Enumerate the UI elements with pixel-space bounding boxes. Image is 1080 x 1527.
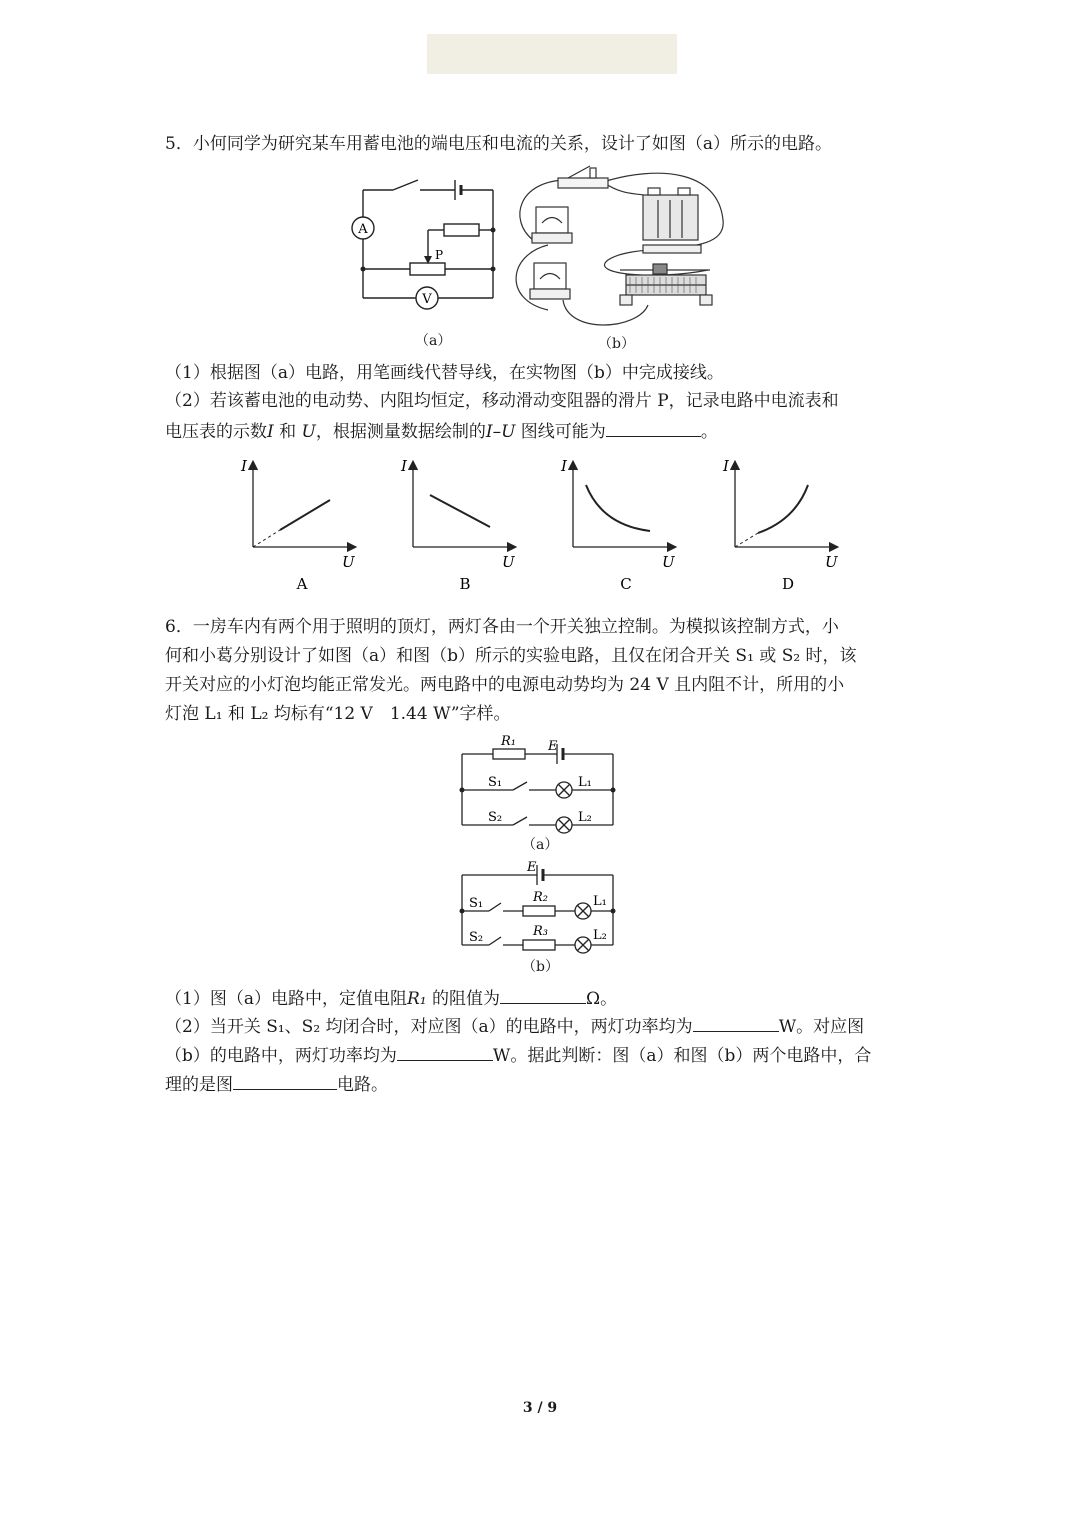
q6-part2-line3: 理的是图 电路。 (165, 1071, 925, 1097)
q5-answer-blank (606, 418, 701, 437)
graph-d-option: D (781, 575, 795, 593)
q6-line2: 何和小葛分别设计了如图（a）和图（b）所示的实验电路，且仅在闭合开关 S₁ 或 S₂ 时，该 (165, 646, 857, 666)
q5-part1: （1）根据图（a）电路，用笔画线代替导线，在实物图（b）中完成接线。 (165, 363, 724, 383)
graph-b-option: B (459, 575, 471, 593)
graph-c-y-label: I (561, 457, 567, 475)
q6-answer-blank-3 (397, 1042, 493, 1061)
s2-label-b: S₂ (469, 930, 484, 945)
graph-c (560, 457, 676, 593)
q6-answer-blank-2 (693, 1013, 779, 1032)
e-label-a: E (548, 739, 558, 754)
header-banner (427, 34, 677, 74)
slider-label: P (435, 248, 444, 262)
q5-apparatus-illustration (508, 160, 736, 335)
graph-a-x-label: U (342, 553, 355, 571)
q5-fig-a-caption: （a） (415, 333, 452, 349)
r1-label: R₁ (501, 734, 516, 749)
voltmeter-label: V (422, 292, 432, 307)
q5-part2-line1: （2）若该蓄电池的电动势、内阻均恒定，移动滑动变阻器的滑片 P，记录电路中电流表和 (165, 391, 839, 411)
graph-a-y-label: I (241, 457, 247, 475)
graph-b-x-label: U (502, 553, 515, 571)
graph-d (722, 457, 839, 593)
q5-circuit-diagram-a (348, 178, 508, 326)
q5-option-graphs (230, 455, 860, 600)
q6-part1: （1）图（a）电路中，定值电阻R₁ 的阻值为 Ω。 (165, 985, 925, 1011)
graph-d-y-label: I (723, 457, 729, 475)
q6-line1: 6．一房车内有两个用于照明的顶灯，两灯各由一个开关独立控制。为模拟该控制方式，小 (165, 617, 839, 637)
l1-label-b: L₁ (593, 894, 607, 909)
s2-label-a: S₂ (488, 810, 503, 825)
q6-circuit-a (455, 730, 625, 838)
q5-part2-line2: 电压表的示数I 和 U，根据测量数据绘制的I–U 图线可能为 。 (165, 418, 925, 444)
s1-label-b: S₁ (469, 896, 484, 911)
q6-circuit-b (455, 855, 625, 955)
l2-label-b: L₂ (593, 928, 607, 943)
q6-line3: 开关对应的小灯泡均能正常发光。两电路中的电源电动势均为 24 V 且内阻不计，所用的小 (165, 675, 845, 695)
graph-a (240, 457, 356, 593)
graph-d-x-label: U (825, 553, 838, 571)
graph-b (400, 457, 516, 593)
q6-part2-line1: （2）当开关 S₁、S₂ 均闭合时，对应图（a）的电路中，两灯功率均为 W。对应图 (165, 1013, 925, 1039)
r3-label: R₃ (533, 924, 548, 939)
s1-label-a: S₁ (488, 775, 503, 790)
q6-answer-blank-4 (233, 1071, 337, 1090)
graph-b-y-label: I (401, 457, 407, 475)
page-number: 3 / 9 (522, 1400, 558, 1416)
graph-a-option: A (296, 575, 308, 593)
q6-answer-blank-1 (500, 985, 586, 1004)
graph-c-x-label: U (662, 553, 675, 571)
ammeter-label: A (358, 222, 368, 237)
e-label-b: E (527, 860, 537, 875)
l2-label-a: L₂ (578, 810, 592, 825)
q6-part2-line2: （b）的电路中，两灯功率均为 W。据此判断：图（a）和图（b）两个电路中，合 (165, 1042, 925, 1068)
r2-label: R₂ (533, 890, 548, 905)
q6-fig-b-caption: （b） (522, 959, 559, 975)
l1-label-a: L₁ (578, 775, 592, 790)
q5-stem: 5．小何同学为研究某车用蓄电池的端电压和电流的关系，设计了如图（a）所示的电路。 (165, 134, 832, 154)
q6-line4: 灯泡 L₁ 和 L₂ 均标有“12 V 1.44 W”字样。 (165, 704, 511, 724)
q5-fig-b-caption: （b） (598, 336, 635, 352)
q6-fig-a-caption: （a） (522, 837, 559, 853)
graph-c-option: C (620, 575, 632, 593)
